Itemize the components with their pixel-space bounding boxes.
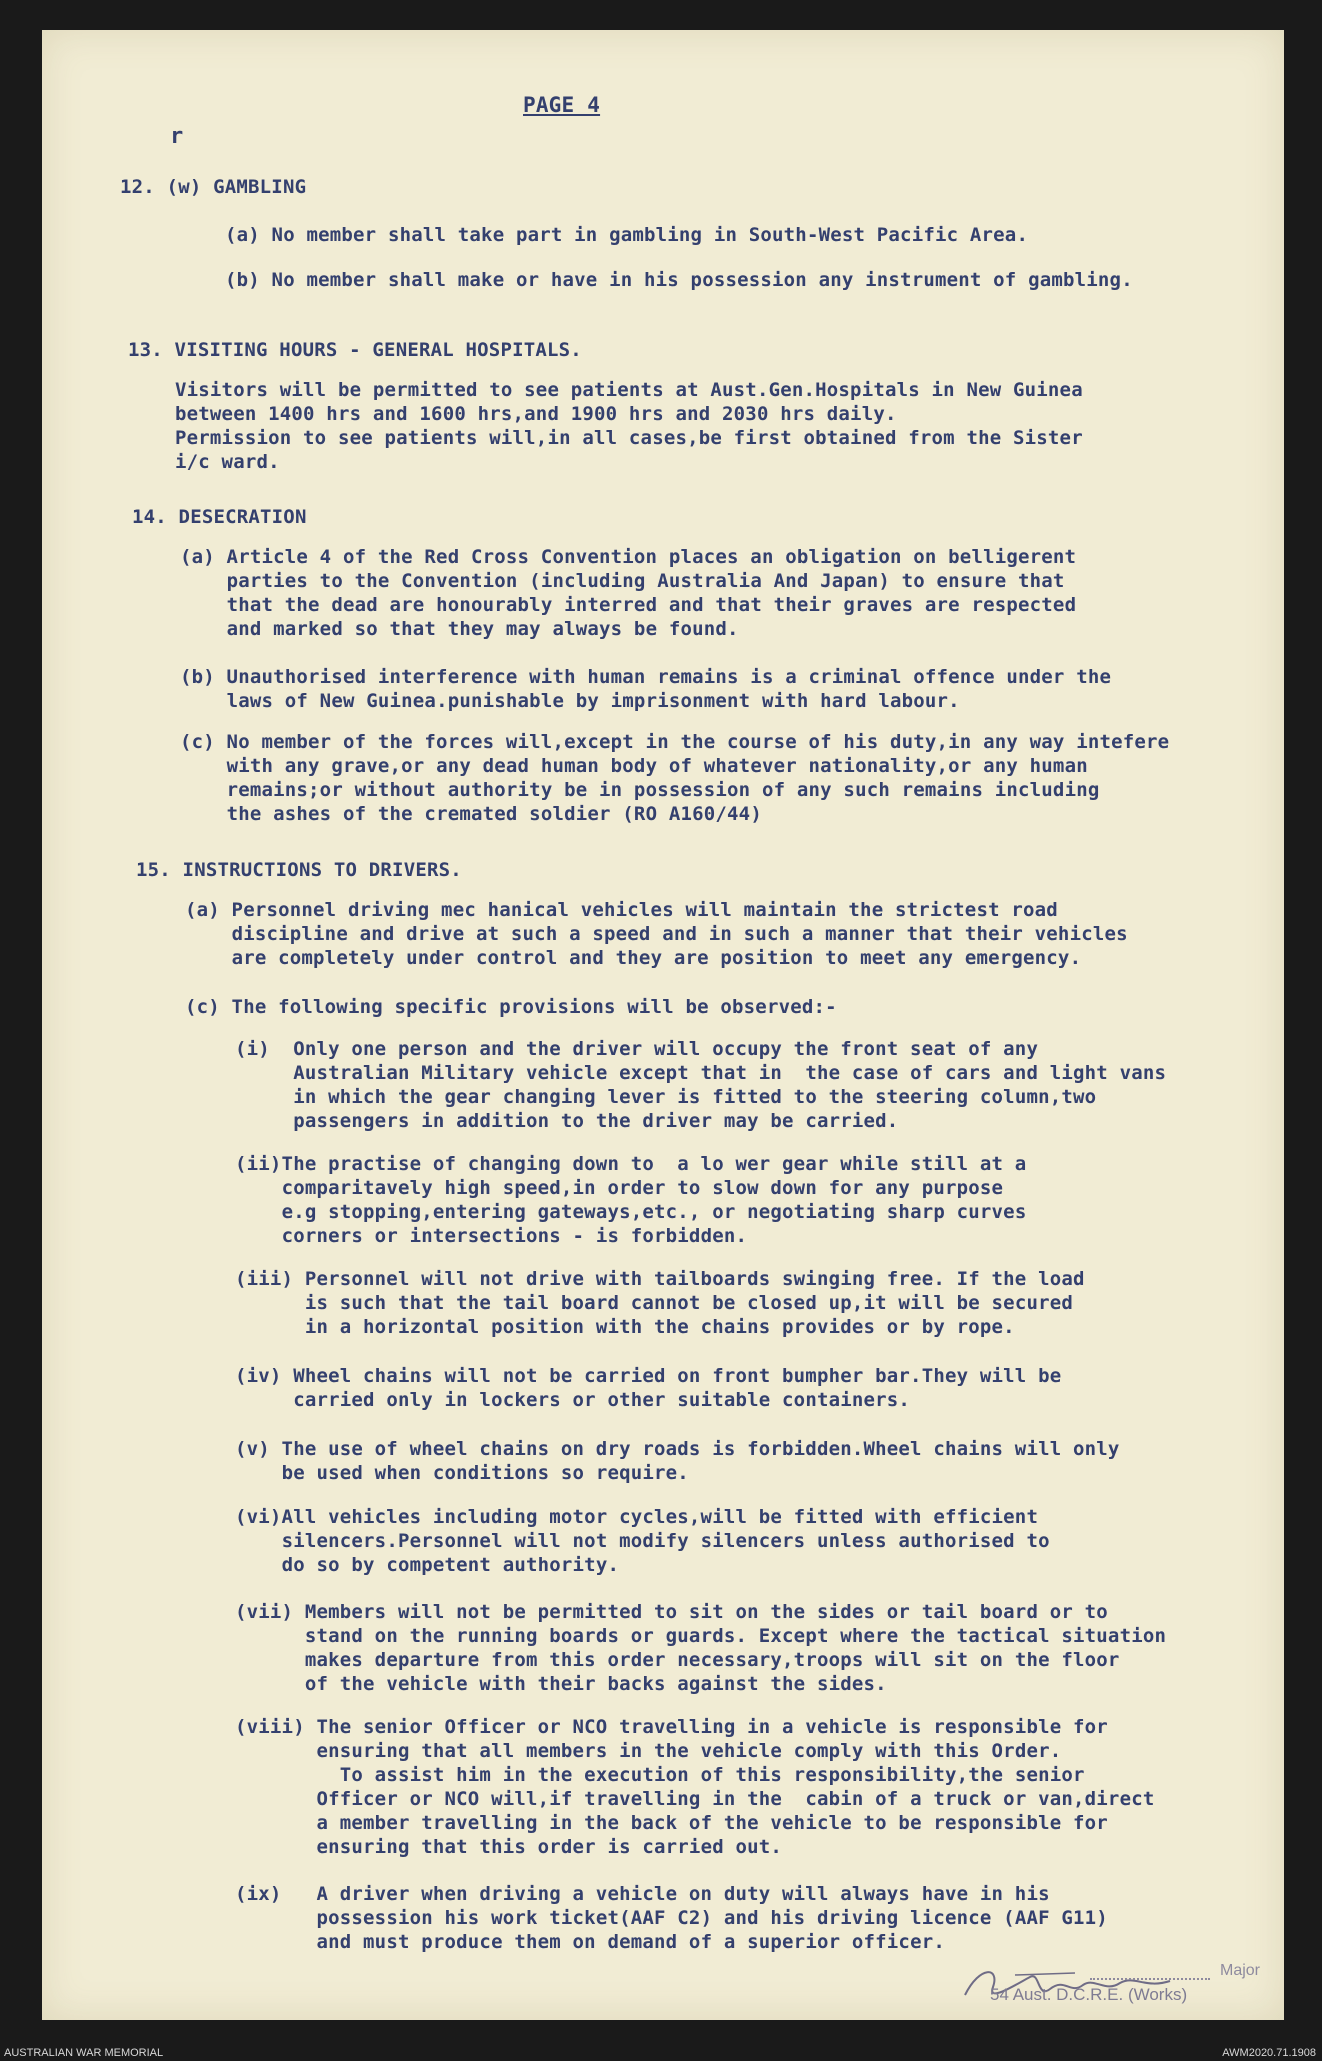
section-14-item-b: (b) Unauthorised interference with human remains is a criminal offence under the laws of New Guinea.punishable by imprisonment with hard labour. xyxy=(180,666,1112,712)
stray-mark: r xyxy=(170,124,184,149)
section-15-item-c: (c) The following specific provisions will be observed:- xyxy=(185,996,837,1018)
section-12-item-b: (b) No member shall make or have in his possession any instrument of gambling. xyxy=(225,269,1133,291)
page-header: PAGE 4 xyxy=(523,93,601,117)
provision-vii: (vii) Members will not be permitted to sit on the sides or tail board or to stand on the running boards or guards. Except where the tactical situation makes departure from this order necessary,troops will sit on the floor of the vehicle with their backs against the sides. xyxy=(235,1601,1167,1695)
provision-v: (v) The use of wheel chains on dry roads is forbidden.Wheel chains will only be used when conditions so require. xyxy=(235,1438,1120,1484)
section-14-item-c: (c) No member of the forces will,except in the course of his duty,in any way intefere with any grave,or any dead human body of whatever nationality,or any human remains;or without authority be in possession of any such remains including the ashes of the cremated soldier (RO A160/44) xyxy=(180,731,1170,825)
section-13-heading: 13. VISITING HOURS - GENERAL HOSPITALS. xyxy=(128,339,582,361)
signature-rank: Major xyxy=(1220,1962,1261,1979)
section-15-item-a: (a) Personnel driving mec hanical vehicles will maintain the strictest road discipline and drive at such a speed and in such a manner that their vehicles are completely under control and they are position to meet any emergency. xyxy=(185,899,1128,969)
provision-iii: (iii) Personnel will not drive with tailboards swinging free. If the load is such that the tail board cannot be closed up,it will be secured in a horizontal position with the chains provides or by rope. xyxy=(235,1268,1085,1338)
provision-ii: (ii)The practise of changing down to a lo wer gear while still at a comparitavely high speed,in order to slow down for any purpose e.g stopping,entering gateways,etc., or negotiating sharp curves corners or intersections - is forbidden. xyxy=(235,1153,1027,1247)
section-15-heading: 15. INSTRUCTIONS TO DRIVERS. xyxy=(136,859,462,881)
section-12-heading: 12. (w) GAMBLING xyxy=(120,176,307,198)
provision-viii: (viii) The senior Officer or NCO travelling in a vehicle is responsible for ensuring that all members in the vehicle comply with this Order. To assist him in the execution of this responsibility,the senior Officer or NCO will,if travelling in the cabin of a truck or van,direct a member travelling in the back of the vehicle to be responsible for ensuring that this order is carried out. xyxy=(235,1716,1155,1858)
section-14-heading: 14. DESECRATION xyxy=(132,506,307,528)
footer-left: AUSTRALIAN WAR MEMORIAL xyxy=(4,2047,164,2059)
section-13-body: Visitors will be permitted to see patients at Aust.Gen.Hospitals in New Guinea between 1400 hrs and 1600 hrs,and 1900 hrs and 2030 hrs daily. Permission to see patients will,in all cases,be first obtained from the Sister i/c ward. xyxy=(175,379,1083,473)
section-12-item-a: (a) No member shall take part in gambling in South-West Pacific Area. xyxy=(225,224,1029,246)
provision-iv: (iv) Wheel chains will not be carried on front bumpher bar.They will be carried only in lockers or other suitable containers. xyxy=(235,1365,1062,1411)
section-14-item-a: (a) Article 4 of the Red Cross Convention places an obligation on belligerent parties to the Convention (including Australia And Japan) to ensure that that the dead are honourably interred and that their graves are respected and marked so that they may always be found. xyxy=(180,546,1077,640)
provision-i: (i) Only one person and the driver will occupy the front seat of any Australian Military vehicle except that in the case of cars and light vans in which the gear changing lever is fitted to the steering column,two passengers in addition to the driver may be carried. xyxy=(235,1038,1167,1132)
provision-vi: (vi)All vehicles including motor cycles,will be fitted with efficient silencers.Personnel will not modify silencers unless authorised to do so by competent authority. xyxy=(235,1506,1050,1576)
unit-stamp: 54 Aust. D.C.R.E. (Works) xyxy=(990,1985,1188,2004)
footer-right: AWM2020.71.1908 xyxy=(1222,2047,1316,2059)
provision-ix: (ix) A driver when driving a vehicle on duty will always have in his possession his work ticket(AAF C2) and his driving licence (AAF G11) and must produce them on demand of a superior officer. xyxy=(235,1883,1108,1953)
signature-line xyxy=(1090,1978,1210,1980)
